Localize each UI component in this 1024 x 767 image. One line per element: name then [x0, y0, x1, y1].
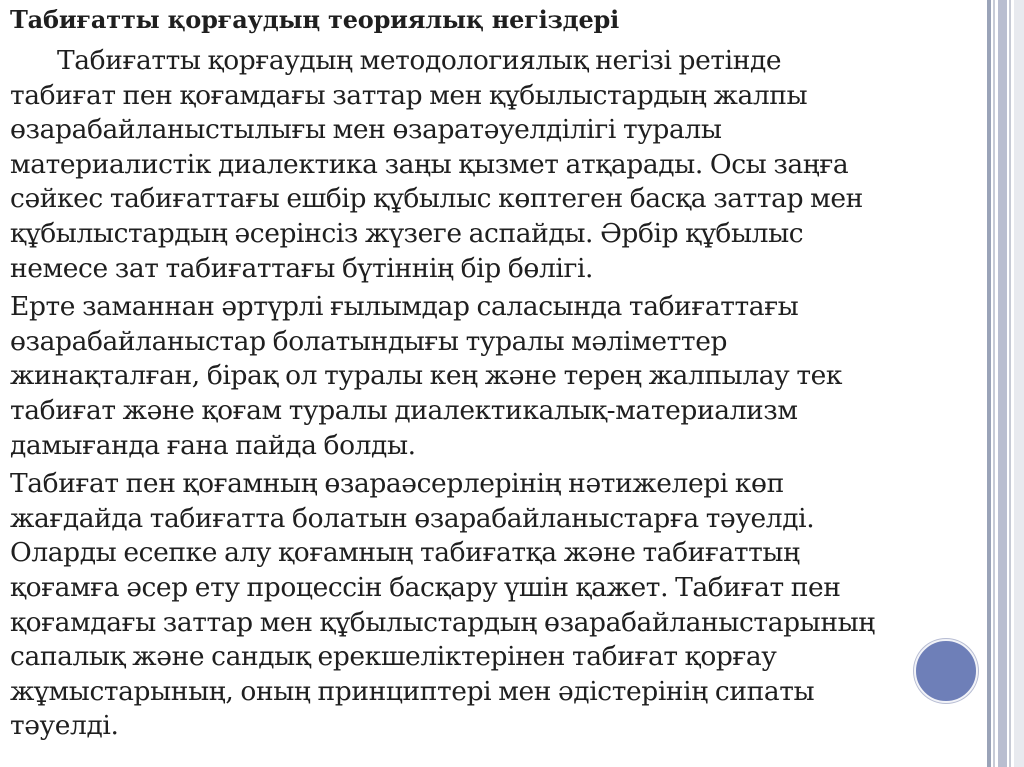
decorative-stripe — [1014, 0, 1024, 767]
text-line: жұмыстарының, оның принциптері мен әдістерінің сипаты — [10, 675, 815, 707]
text-line: Табиғатты қорғаудың методологиялық негізі ретінде — [57, 45, 782, 76]
decorative-circle — [914, 639, 978, 703]
decorative-stripe — [998, 0, 1007, 767]
text-line: материалистік диалектика заңы қызмет атқарады. Осы заңға — [10, 148, 849, 180]
text-line: құбылыстардың әсерінсіз жүзеге аспайды. Әрбір құбылыс — [10, 217, 804, 249]
text-line: өзарабайланыстылығы мен өзаратәуелділігі туралы — [10, 114, 722, 146]
text-line: немесе зат табиғаттағы бүтіннің бір бөлігі. — [10, 252, 594, 284]
slide-title: Табиғатты қорғаудың теориялық негіздері — [10, 5, 620, 34]
text-line: тәуелді. — [10, 710, 119, 742]
text-line: табиғат пен қоғамдағы заттар мен құбылыстардың жалпы — [10, 79, 808, 111]
text-line: Оларды есепке алу қоғамның табиғатқа және табиғаттың — [10, 537, 800, 569]
decorative-stripe — [1009, 0, 1011, 767]
text-line: қоғамдағы заттар мен құбылыстардың өзарабайланыстарының — [10, 606, 875, 638]
text-line: табиғат және қоғам туралы диалектикалық-материализм — [10, 394, 798, 426]
decorative-stripe — [987, 0, 991, 767]
text-line: қоғамға әсер ету процессін басқару үшін қажет. Табиғат пен — [10, 571, 841, 603]
text-line: Ерте заманнан әртүрлі ғылымдар саласында табиғаттағы — [10, 291, 799, 323]
paragraph-1 — [10, 44, 985, 286]
slide-content — [10, 4, 985, 748]
text-line: жинақталған, бірақ ол туралы кең және терең жалпылау тек — [10, 360, 843, 392]
text-line: сапалық және сандық ерекшеліктерінен табиғат қорғау — [10, 641, 777, 673]
text-line: Табиғат пен қоғамның өзараәсерлерінің нәтижелері көп — [10, 468, 784, 500]
paragraph-2 — [10, 290, 985, 463]
decorative-stripe — [993, 0, 995, 767]
text-line: сәйкес табиғаттағы ешбір құбылыс көптеген басқа заттар мен — [10, 183, 863, 215]
text-line: дамығанда ғана пайда болды. — [10, 429, 416, 461]
text-line: жағдайда табиғатта болатын өзарабайланыстарға тәуелді. — [10, 502, 815, 534]
paragraph-3 — [10, 467, 985, 744]
text-line: өзарабайланыстар болатындығы туралы мәліметтер — [10, 325, 728, 357]
